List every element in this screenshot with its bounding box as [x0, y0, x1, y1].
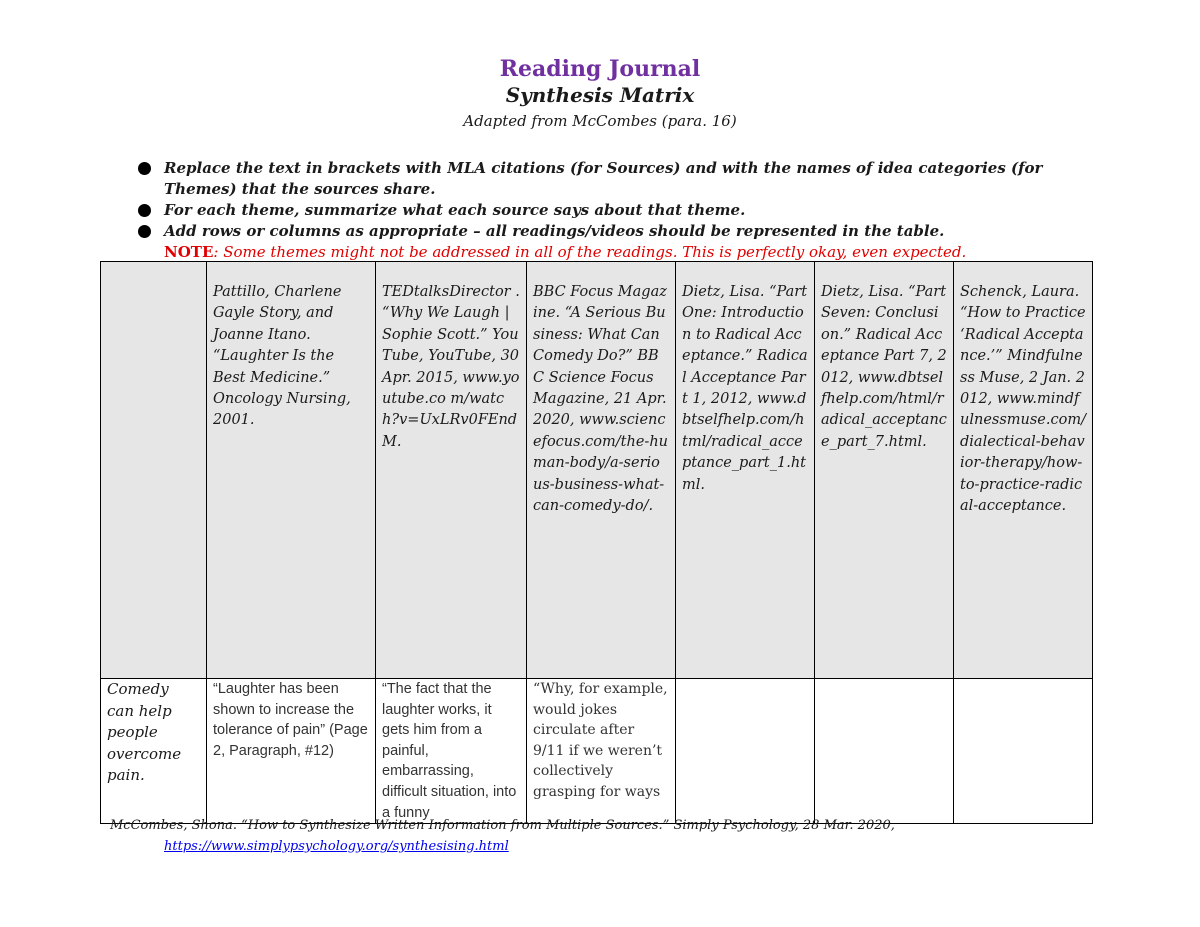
instruction-text: Add rows or columns as appropriate – all readings/videos should be represented in the table. [164, 222, 945, 240]
synthesis-matrix-table [100, 261, 1093, 824]
source-cell[interactable]: Dietz, Lisa. “Part One: Introduction to Radical Acceptance.” Radical Acceptance Part 1, 2012, www.dbtselfhelp.com/html/radical_acceptance_part_1.html. [676, 262, 815, 679]
bullet-icon [138, 204, 151, 217]
bullet-icon [138, 225, 151, 238]
instructions-list [136, 158, 1116, 262]
note-text: : Some themes might not be addressed in all of the readings. This is perfectly okay, even expected. [213, 243, 967, 261]
adapted-from-note: Adapted from McCombes (para. 16) [463, 112, 737, 130]
theme-cell[interactable]: Comedy can help people overcome pain. [101, 679, 207, 824]
instruction-item [136, 221, 1116, 242]
note-label: NOTE [164, 243, 214, 261]
footer-link[interactable]: https://www.simplypsychology.org/synthesising.html [164, 839, 509, 854]
sources-row [101, 262, 1093, 679]
instruction-text: For each theme, summarize what each source says about that theme. [164, 201, 746, 219]
page-title: Reading Journal [499, 56, 701, 82]
instruction-item [136, 158, 1116, 200]
footer-citation: McCombes, Shona. “How to Synthesize Written Information from Multiple Sources.” Simply Psychology, 28 Mar. 2020, [110, 818, 895, 833]
source-cell[interactable]: BBC Focus Magazine. “A Serious Business: What Can Comedy Do?” BBC Science Focus Magazine, 21 Apr. 2020, www.sciencefocus.com/the-human-body/a-serious-business-what-can-comedy-do/. [527, 262, 676, 679]
summary-cell[interactable]: “The fact that the laughter works, it gets him from a painful, embarrassing, difficult situation, into a funny [376, 679, 527, 824]
source-cell[interactable]: TEDtalksDirector . “Why We Laugh | Sophie Scott.” YouTube, YouTube, 30 Apr. 2015, www.youtube.co m/watch?v=UxLRv0FEndM. [376, 262, 527, 679]
source-cell[interactable]: Schenck, Laura. “How to Practice ‘Radical Acceptance.’” Mindfulness Muse, 2 Jan. 2012, www.mindfulnessmuse.com/dialectical-behavior-therapy/how-to-practice-radical-acceptance. [954, 262, 1093, 679]
summary-cell[interactable] [676, 679, 815, 824]
source-cell[interactable]: Dietz, Lisa. “Part Seven: Conclusion.” Radical Acceptance Part 7, 2012, www.dbtselfhelp.com/html/radical_acceptance_part_7.html. [815, 262, 954, 679]
corner-cell[interactable] [101, 262, 207, 679]
bullet-icon [138, 162, 151, 175]
summary-cell[interactable] [954, 679, 1093, 824]
page-subtitle: Synthesis Matrix [505, 83, 695, 107]
theme-row [101, 679, 1093, 824]
document-header [0, 56, 1200, 132]
instruction-item [136, 200, 1116, 221]
works-cited [110, 815, 1110, 857]
instruction-text: Replace the text in brackets with MLA citations (for Sources) and with the names of idea categories (for Themes) that the sources share. [164, 159, 1043, 198]
summary-cell[interactable] [815, 679, 954, 824]
summary-cell[interactable]: “Laughter has been shown to increase the tolerance of pain” (Page 2, Paragraph, #12) [207, 679, 376, 824]
note-line [136, 242, 1116, 262]
source-cell[interactable]: Pattillo, Charlene Gayle Story, and Joanne Itano. “Laughter Is the Best Medicine.” Oncology Nursing, 2001. [207, 262, 376, 679]
summary-cell[interactable]: “Why, for example, would jokes circulate after 9/11 if we weren’t collectively grasping for ways [527, 679, 676, 824]
